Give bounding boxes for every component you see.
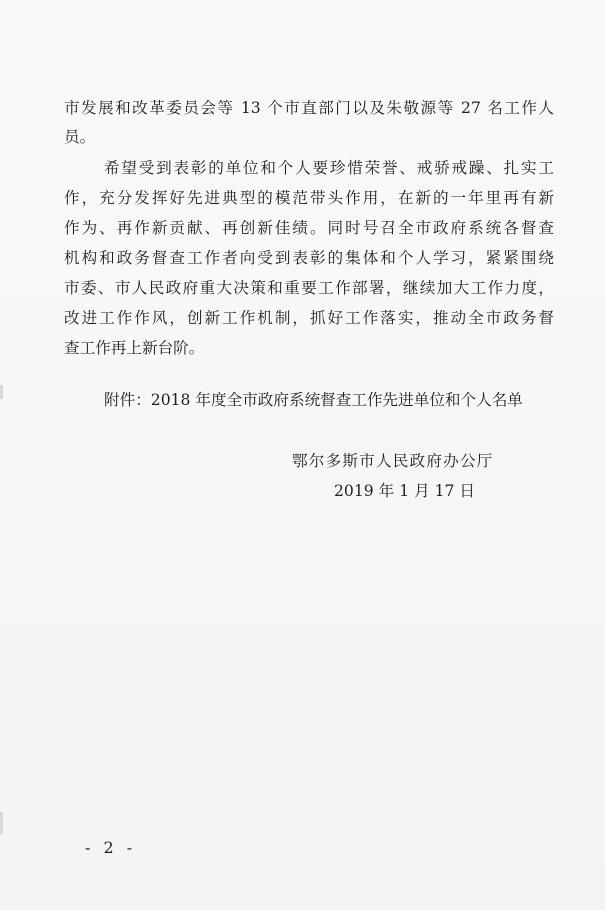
issue-date: 2019 年 1 月 17 日 <box>334 482 476 500</box>
text-line: 员。 <box>64 128 96 146</box>
text-line: 作，充分发挥好先进典型的模范带头作用，在新的一年里再有新 <box>64 189 554 207</box>
attachment-line: 附件：2018 年度全市政府系统督查工作先进单位和个人名单 <box>104 391 523 409</box>
text-line: 市委、市人民政府重大决策和重要工作部署，继续加大工作力度， <box>64 279 554 297</box>
scan-edge-mark <box>0 812 3 834</box>
issuing-office: 鄂尔多斯市人民政府办公厅 <box>292 452 494 470</box>
text-line: 机构和政务督查工作者向受到表彰的集体和个人学习，紧紧围绕 <box>64 249 554 267</box>
text-line: 查工作再上新台阶。 <box>64 339 205 357</box>
text-line: 作为、再作新贡献、再创新佳绩。同时号召全市政府系统各督查 <box>64 219 554 237</box>
page-number: - 2 - <box>85 838 137 857</box>
text-line: 希望受到表彰的单位和个人要珍惜荣誉、戒骄戒躁、扎实工 <box>104 159 554 177</box>
text-line: 市发展和改革委员会等 13 个市直部门以及朱敬源等 27 名工作人 <box>64 99 554 117</box>
scan-edge-mark <box>0 385 3 399</box>
text-line: 改进工作作风，创新工作机制，抓好工作落实，推动全市政务督 <box>64 309 554 327</box>
